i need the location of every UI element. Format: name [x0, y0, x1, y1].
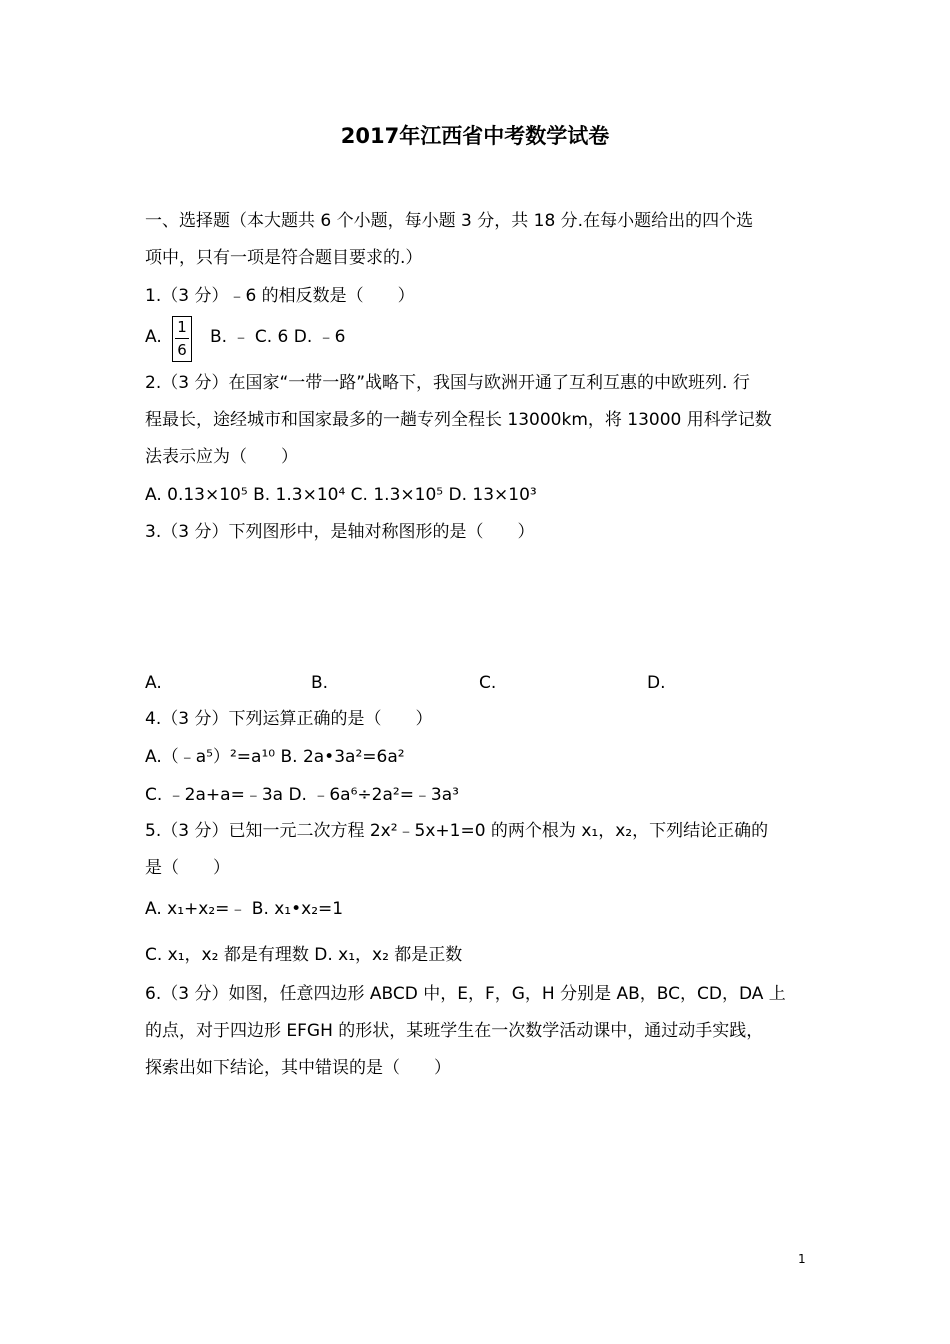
- question-5-line-1: 5.（3 分）已知一元二次方程 2x²﹣5x+1=0 的两个根为 x₁，x₂，下列结论正确的: [145, 821, 769, 841]
- question-4-options-line-2: C. ﹣2a+a=﹣3a D. ﹣6a⁶÷2a²=﹣3a³: [145, 785, 459, 805]
- fraction-one-sixth: [172, 316, 192, 362]
- question-1-stem: 1.（3 分）﹣6 的相反数是（ ）: [145, 286, 415, 306]
- fraction-numerator: 1: [177, 318, 187, 336]
- fraction-bar: [175, 338, 189, 339]
- question-6-line-2: 的点，对于四边形 EFGH 的形状，某班学生在一次数学活动课中，通过动手实践，: [145, 1021, 764, 1041]
- question-6-line-1: 6.（3 分）如图，任意四边形 ABCD 中，E，F，G，H 分别是 AB，BC，CD，DA 上: [145, 984, 786, 1004]
- question-3-stem: 3.（3 分）下列图形中，是轴对称图形的是（ ）: [145, 522, 535, 542]
- question-3-option-a: A.: [145, 673, 162, 693]
- page-number: 1: [798, 1252, 806, 1266]
- question-5-line-2: 是（ ）: [145, 858, 230, 878]
- page-title: 2017年江西省中考数学试卷: [340, 124, 610, 148]
- question-3-option-c: C.: [479, 673, 497, 693]
- question-5-options-line-1: A. x₁+x₂=﹣ B. x₁•x₂=1: [145, 899, 344, 919]
- question-2-line-1: 2.（3 分）在国家“一带一路”战略下，我国与欧洲开通了互利互惠的中欧班列. 行: [145, 373, 750, 393]
- question-2-line-3: 法表示应为（ ）: [145, 447, 298, 467]
- question-6-line-3: 探索出如下结论，其中错误的是（ ）: [145, 1058, 451, 1078]
- question-3-option-b: B.: [311, 673, 329, 693]
- question-5-options-line-2: C. x₁，x₂ 都是有理数 D. x₁，x₂ 都是正数: [145, 945, 463, 965]
- question-4-stem: 4.（3 分）下列运算正确的是（ ）: [145, 709, 433, 729]
- section-heading-line-2: 项中，只有一项是符合题目要求的.）: [145, 248, 423, 268]
- question-4-options-line-1: A.（﹣a⁵）²=a¹⁰ B. 2a•3a²=6a²: [145, 747, 405, 767]
- question-2-options: A. 0.13×10⁵ B. 1.3×10⁴ C. 1.3×10⁵ D. 13×10³: [145, 485, 537, 505]
- section-heading-line-1: 一、选择题（本大题共 6 个小题，每小题 3 分，共 18 分.在每小题给出的四个选: [145, 211, 754, 231]
- fraction-denominator: 6: [177, 341, 187, 359]
- question-2-line-2: 程最长，途经城市和国家最多的一趟专列全程长 13000km，将 13000 用科学记数: [145, 410, 772, 430]
- question-1-option-a: A.: [145, 327, 162, 347]
- question-3-option-d: D.: [647, 673, 666, 693]
- question-1-options-rest: B. ﹣ C. 6 D. ﹣6: [210, 327, 346, 347]
